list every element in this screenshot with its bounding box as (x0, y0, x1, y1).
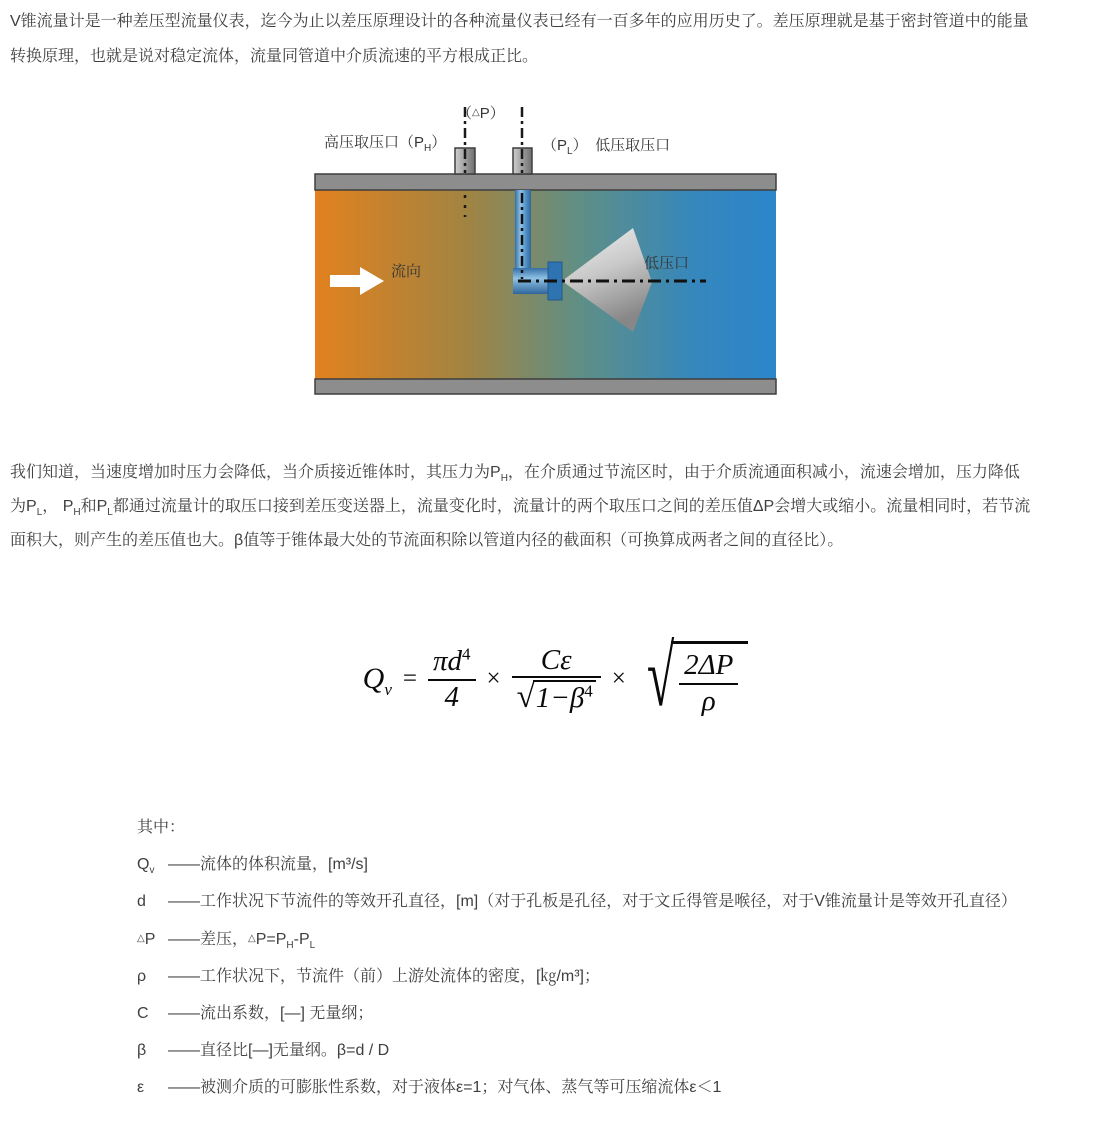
pipe-bottom-wall (315, 379, 776, 394)
flow-equation (0, 628, 1111, 724)
intro-paragraph (10, 4, 1111, 74)
low-pressure-port-label: 低压口 (644, 255, 690, 272)
flow-direction-label: 流向 (391, 263, 422, 280)
formula-fraction-1: $\frac{\pi d^4}{4}$ (428, 645, 476, 714)
pipe-top-wall (315, 174, 776, 190)
vcone-diagram (314, 103, 777, 395)
principle-line-1: 我们知道，当速度增加时压力会降低，当介质接近锥体时，其压力为$P_H$，在介质通过节流区时，由于介质流通面积减小，流速会增加，压力降低 (10, 464, 1020, 485)
delta-p-label: （△P） (457, 105, 505, 122)
times-sign: × (486, 665, 501, 693)
definitions-list (137, 809, 1017, 1106)
radical-sign: √ (646, 628, 675, 724)
definition-item: β ——直径比[—]无量纲。β=d / D (137, 1042, 390, 1059)
principle-line-3: 面积大，则产生的差压值也大。β值等于锥体最大处的节流面积除以管道内径的截面积（可换算成两者之间的直径比）。 (10, 532, 844, 549)
principle-line-2: 为$P_L$， $P_H$和$P_L$都通过流量计的取压口接到差压变送器上，流量变化时，流量计的两个取压口之间的差压值ΔP会增大或缩小。流量相同时，若节流 (10, 498, 1031, 519)
intro-line-2: 转换原理，也就是说对稳定流体，流量同管道中介质流速的平方根成正比。 (10, 48, 539, 65)
formula-lhs: $Q_v$ (362, 662, 392, 700)
definition-item: $Q_v$ ——流体的体积流量，[m³/s] (137, 856, 368, 877)
definition-item: d ——工作状况下节流件的等效开孔直径，[m]（对于孔板是孔径，对于文丘得管是喉径，对于V锥流量计是等效开孔直径） (137, 893, 1017, 910)
high-pressure-tap-label: 高压取压口$(P_H)$ (324, 134, 447, 154)
definitions-title: 其中： (137, 819, 186, 836)
definition-item: △P ——差压，$\triangle P=P_H-P_L$ (137, 931, 316, 952)
radical-sign: √ (516, 679, 535, 716)
low-pressure-tap-label: $(P_L)$ 低压取压口 (542, 137, 671, 157)
definition-item: C ——流出系数，[—] 无量纲； (137, 1005, 374, 1022)
definition-item: ε ——被测介质的可膨胀性系数，对于液体ε=1；对气体、蒸气等可压缩流体ε＜1 (137, 1079, 722, 1096)
formula-fraction-2: Cε √ $1-\beta^4$ (512, 644, 601, 715)
intro-line-1: V锥流量计是一种差压型流量仪表，迄今为止以差压原理设计的各种流量仪表已经有一百多年的应用历史了。差压原理就是基于密封管道中的能量 (10, 13, 1029, 30)
equals-sign: = (402, 665, 417, 693)
times-sign: × (611, 665, 626, 693)
formula-sqrt-term: √ $\frac{2\Delta P}{\rho}$ (637, 641, 748, 718)
definition-item: ρ ——工作状况下，节流件（前）上游处流体的密度，[㎏/m³]； (137, 968, 600, 985)
principle-paragraph (10, 456, 1111, 558)
